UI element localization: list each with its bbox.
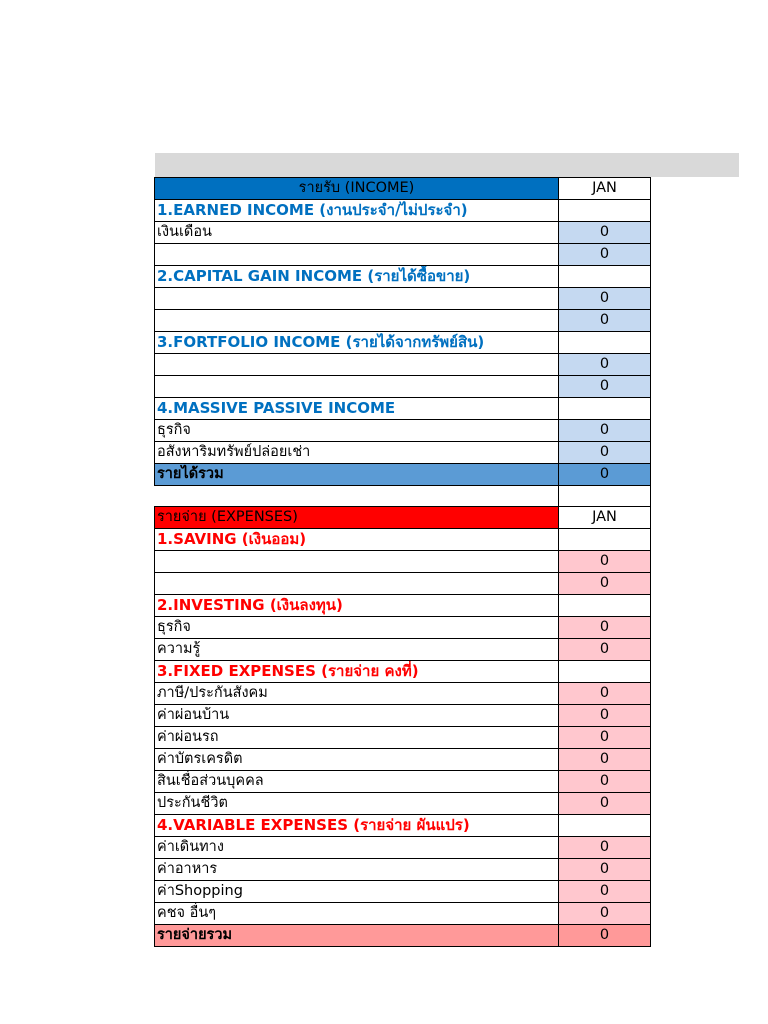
spacer-row — [155, 486, 651, 507]
expense-total-row — [155, 925, 651, 947]
row-label[interactable]: ค่าอาหาร — [155, 859, 559, 881]
table-row — [155, 903, 651, 925]
row-value[interactable]: 0 — [559, 881, 651, 903]
row-label[interactable]: สินเชื่อส่วนบุคคล — [155, 771, 559, 793]
expense-header[interactable]: รายจ่าย (EXPENSES) — [155, 507, 559, 529]
empty-cell[interactable] — [559, 815, 651, 837]
income-section-row — [155, 332, 651, 354]
section-title[interactable]: 2.INVESTING (เงินลงทุน) — [155, 595, 559, 617]
table-row — [155, 288, 651, 310]
expense-total-label[interactable]: รายจ่ายรวม — [155, 925, 559, 947]
row-value[interactable]: 0 — [559, 376, 651, 398]
income-section-row — [155, 200, 651, 222]
row-label[interactable]: คชจ อื่นๆ — [155, 903, 559, 925]
row-value[interactable]: 0 — [559, 573, 651, 595]
income-header-row — [155, 178, 651, 200]
income-total-row — [155, 464, 651, 486]
row-value[interactable]: 0 — [559, 859, 651, 881]
table-row — [155, 442, 651, 464]
table-row — [155, 420, 651, 442]
section-title[interactable]: 2.CAPITAL GAIN INCOME (รายได้ซื้อขาย) — [155, 266, 559, 288]
row-value[interactable]: 0 — [559, 551, 651, 573]
empty-cell[interactable] — [559, 661, 651, 683]
table-row — [155, 837, 651, 859]
row-value[interactable]: 0 — [559, 705, 651, 727]
section-title[interactable]: 3.FIXED EXPENSES (รายจ่าย คงที่) — [155, 661, 559, 683]
row-label[interactable] — [155, 376, 559, 398]
income-section-row — [155, 266, 651, 288]
empty-cell[interactable] — [559, 332, 651, 354]
row-value[interactable]: 0 — [559, 617, 651, 639]
table-row — [155, 727, 651, 749]
row-label[interactable] — [155, 244, 559, 266]
row-label[interactable] — [155, 310, 559, 332]
table-row — [155, 617, 651, 639]
table-row — [155, 859, 651, 881]
table-row — [155, 354, 651, 376]
empty-cell[interactable] — [559, 266, 651, 288]
budget-sheet — [154, 177, 651, 947]
row-label[interactable] — [155, 573, 559, 595]
row-label[interactable]: ธุรกิจ — [155, 420, 559, 442]
row-label[interactable]: ธุรกิจ — [155, 617, 559, 639]
section-title[interactable]: 4.MASSIVE PASSIVE INCOME — [155, 398, 559, 420]
row-value[interactable]: 0 — [559, 793, 651, 815]
income-header[interactable]: รายรับ (INCOME) — [155, 178, 559, 200]
row-label[interactable]: ค่าผ่อนรถ — [155, 727, 559, 749]
section-title[interactable]: 4.VARIABLE EXPENSES (รายจ่าย ผันแปร) — [155, 815, 559, 837]
section-title[interactable]: 1.EARNED INCOME (งานประจำ/ไม่ประจำ) — [155, 200, 559, 222]
row-label[interactable]: ค่าเดินทาง — [155, 837, 559, 859]
table-row — [155, 222, 651, 244]
table-row — [155, 749, 651, 771]
row-label[interactable] — [155, 354, 559, 376]
row-value[interactable]: 0 — [559, 354, 651, 376]
row-label[interactable] — [155, 551, 559, 573]
row-value[interactable]: 0 — [559, 222, 651, 244]
row-value[interactable]: 0 — [559, 639, 651, 661]
income-total-value[interactable]: 0 — [559, 464, 651, 486]
table-row — [155, 683, 651, 705]
income-section-row — [155, 398, 651, 420]
table-row — [155, 771, 651, 793]
empty-cell[interactable] — [559, 595, 651, 617]
income-total-label[interactable]: รายได้รวม — [155, 464, 559, 486]
row-label[interactable]: ค่าShopping — [155, 881, 559, 903]
row-label[interactable]: อสังหาริมทรัพย์ปล่อยเช่า — [155, 442, 559, 464]
table-row — [155, 551, 651, 573]
expense-section-row — [155, 595, 651, 617]
table-row — [155, 573, 651, 595]
table-row — [155, 793, 651, 815]
row-value[interactable]: 0 — [559, 442, 651, 464]
table-row — [155, 639, 651, 661]
expense-section-row — [155, 661, 651, 683]
row-label[interactable]: ภาษี/ประกันสังคม — [155, 683, 559, 705]
table-row — [155, 705, 651, 727]
table-row — [155, 881, 651, 903]
row-value[interactable]: 0 — [559, 771, 651, 793]
month-header[interactable]: JAN — [559, 507, 651, 529]
expense-header-row — [155, 507, 651, 529]
row-label[interactable]: เงินเดือน — [155, 222, 559, 244]
empty-cell[interactable] — [155, 486, 559, 507]
row-value[interactable]: 0 — [559, 310, 651, 332]
row-value[interactable]: 0 — [559, 837, 651, 859]
row-value[interactable]: 0 — [559, 683, 651, 705]
row-value[interactable]: 0 — [559, 749, 651, 771]
row-value[interactable]: 0 — [559, 288, 651, 310]
header-band — [155, 153, 739, 177]
row-label[interactable]: ค่าผ่อนบ้าน — [155, 705, 559, 727]
expense-section-row — [155, 815, 651, 837]
empty-cell[interactable] — [559, 529, 651, 551]
expense-section-row — [155, 529, 651, 551]
empty-cell[interactable] — [559, 200, 651, 222]
section-title[interactable]: 3.FORTFOLIO INCOME (รายได้จากทรัพย์สิน) — [155, 332, 559, 354]
table-row — [155, 310, 651, 332]
row-value[interactable]: 0 — [559, 420, 651, 442]
row-value[interactable]: 0 — [559, 244, 651, 266]
empty-cell[interactable] — [559, 398, 651, 420]
section-title[interactable]: 1.SAVING (เงินออม) — [155, 529, 559, 551]
expense-total-value[interactable]: 0 — [559, 925, 651, 947]
row-value[interactable]: 0 — [559, 727, 651, 749]
empty-cell[interactable] — [559, 486, 651, 507]
table-row — [155, 244, 651, 266]
row-value[interactable]: 0 — [559, 903, 651, 925]
row-label[interactable]: ค่าบัตรเครดิต — [155, 749, 559, 771]
table-row — [155, 376, 651, 398]
row-label[interactable]: ประกันชีวิต — [155, 793, 559, 815]
month-header[interactable]: JAN — [559, 178, 651, 200]
row-label[interactable] — [155, 288, 559, 310]
row-label[interactable]: ความรู้ — [155, 639, 559, 661]
